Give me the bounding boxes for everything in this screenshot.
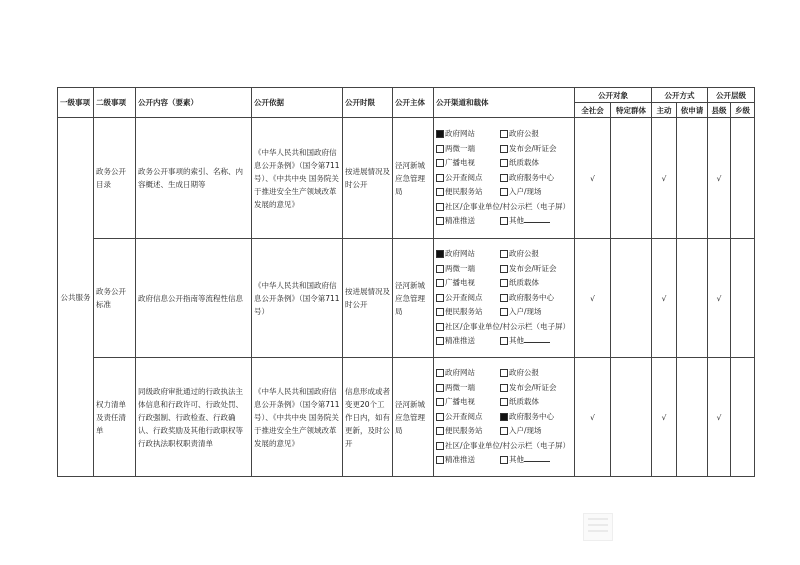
channel-option[interactable] bbox=[500, 216, 550, 225]
subject-cell: 泾河新城应急管理局 bbox=[393, 239, 434, 358]
mode-active-mark: √ bbox=[652, 118, 677, 239]
channel-option[interactable] bbox=[436, 156, 500, 171]
checkbox-icon[interactable] bbox=[436, 203, 444, 211]
checkbox-icon[interactable] bbox=[500, 398, 508, 406]
other-blank-line[interactable] bbox=[524, 335, 550, 343]
header-content: 公开内容（要素） bbox=[136, 88, 252, 118]
channel-option[interactable] bbox=[500, 127, 564, 142]
checkbox-icon[interactable] bbox=[500, 130, 508, 138]
channel-label: 政府网站 bbox=[445, 249, 475, 259]
header-time: 公开时限 bbox=[343, 88, 393, 118]
channel-option[interactable] bbox=[436, 322, 570, 331]
channel-option[interactable] bbox=[436, 142, 500, 157]
checkbox-icon[interactable] bbox=[436, 456, 444, 464]
content-cell: 政府信息公开指南等流程性信息 bbox=[136, 239, 252, 358]
channel-option[interactable] bbox=[500, 305, 564, 320]
channel-label: 发布会/听证会 bbox=[509, 143, 557, 153]
checkbox-icon[interactable] bbox=[500, 384, 508, 392]
checkbox-icon[interactable] bbox=[500, 159, 508, 167]
checkbox-icon[interactable] bbox=[500, 369, 508, 377]
channel-label: 精准推送 bbox=[445, 216, 475, 226]
channel-label: 政府服务中心 bbox=[509, 172, 554, 182]
header-channel: 公开渠道和载体 bbox=[434, 88, 575, 118]
checkbox-icon[interactable] bbox=[436, 369, 444, 377]
content-cell: 同级政府审批通过的行政执法主体信息和行政许可、行政处罚、行政强制、行政检查、行政确认、行政奖励及其他行政职权等行政执法职权职责清单 bbox=[136, 358, 252, 477]
channel-label: 社区/企事业单位/村公示栏（电子屏） bbox=[445, 201, 571, 211]
checkbox-icon[interactable] bbox=[500, 337, 508, 345]
time-cell: 按进展情况及时公开 bbox=[343, 118, 393, 239]
checkbox-icon[interactable] bbox=[436, 159, 444, 167]
target-specific-mark bbox=[611, 239, 652, 358]
subject-cell: 泾河新城应急管理局 bbox=[393, 118, 434, 239]
channel-option[interactable] bbox=[500, 424, 564, 439]
checkbox-icon[interactable] bbox=[436, 279, 444, 287]
channel-option[interactable] bbox=[436, 202, 570, 211]
channel-label: 发布会/听证会 bbox=[509, 382, 557, 392]
channel-option[interactable] bbox=[436, 366, 500, 381]
header-level2: 二级事项 bbox=[94, 88, 136, 118]
channel-label: 纸质载体 bbox=[509, 397, 539, 407]
content-cell: 政务公开事项的索引、名称、内容概述、生成日期等 bbox=[136, 118, 252, 239]
channel-label: 其他 bbox=[509, 455, 524, 465]
header-target: 公开对象 bbox=[575, 88, 652, 103]
level-township-mark bbox=[731, 239, 755, 358]
channel-label: 精准推送 bbox=[445, 455, 475, 465]
checkbox-icon[interactable] bbox=[436, 337, 444, 345]
channel-label: 公开查阅点 bbox=[445, 292, 483, 302]
checkbox-icon[interactable] bbox=[436, 188, 444, 196]
table-row bbox=[58, 118, 755, 239]
header-level: 公开层级 bbox=[708, 88, 755, 103]
checkbox-icon[interactable] bbox=[436, 145, 444, 153]
target-all-mark: √ bbox=[575, 239, 611, 358]
basis-cell: 《中华人民共和国政府信息公开条例》（国令第711号） bbox=[252, 239, 343, 358]
target-specific-mark bbox=[611, 358, 652, 477]
channel-label: 政府公报 bbox=[509, 368, 539, 378]
header-basis: 公开依据 bbox=[252, 88, 343, 118]
basis-cell: 《中华人民共和国政府信息公开条例》（国令第711号）、《中共中央 国务院关于推进安全生产领域改革发展的意见》 bbox=[252, 358, 343, 477]
mode-apply-mark bbox=[677, 118, 708, 239]
table-row bbox=[58, 358, 755, 477]
channel-label: 两微一端 bbox=[445, 263, 475, 273]
time-cell: 按进展情况及时公开 bbox=[343, 239, 393, 358]
checkbox-icon[interactable] bbox=[436, 217, 444, 225]
channel-option[interactable] bbox=[436, 276, 500, 291]
header-level-township: 乡级 bbox=[731, 103, 755, 118]
channel-label: 公开查阅点 bbox=[445, 411, 483, 421]
checkbox-icon[interactable] bbox=[500, 217, 508, 225]
channel-option[interactable] bbox=[500, 262, 564, 277]
header-level1: 一级事项 bbox=[58, 88, 94, 118]
category-cell: 公共服务 bbox=[58, 118, 94, 477]
header-target-all: 全社会 bbox=[575, 103, 611, 118]
checkbox-icon[interactable] bbox=[436, 384, 444, 392]
channel-label: 入户/现场 bbox=[509, 307, 542, 317]
channel-label: 入户/现场 bbox=[509, 187, 542, 197]
channel-option[interactable] bbox=[436, 127, 500, 142]
header-mode-apply: 依申请 bbox=[677, 103, 708, 118]
table-row bbox=[58, 239, 755, 358]
channel-label: 广播电视 bbox=[445, 158, 475, 168]
mode-active-mark: √ bbox=[652, 239, 677, 358]
channel-option[interactable] bbox=[436, 334, 500, 349]
channel-option[interactable] bbox=[500, 276, 564, 291]
target-all-mark: √ bbox=[575, 118, 611, 239]
checkbox-icon[interactable] bbox=[436, 323, 444, 331]
channel-label: 社区/企事业单位/村公示栏（电子屏） bbox=[445, 321, 571, 331]
subject-cell: 泾河新城应急管理局 bbox=[393, 358, 434, 477]
channel-label: 政府服务中心 bbox=[509, 411, 554, 421]
channel-label: 政府服务中心 bbox=[509, 292, 554, 302]
checked-box-icon[interactable] bbox=[436, 250, 444, 258]
item-cell: 政务公开标准 bbox=[94, 239, 136, 358]
checkbox-icon[interactable] bbox=[500, 456, 508, 464]
checkbox-icon[interactable] bbox=[500, 265, 508, 273]
channel-option[interactable] bbox=[436, 214, 500, 229]
channel-option[interactable] bbox=[500, 291, 564, 306]
other-blank-line[interactable] bbox=[524, 454, 550, 462]
time-cell: 信息形成或者变更20个工作日内，如有更新，及时公开 bbox=[343, 358, 393, 477]
channel-label: 政府公报 bbox=[509, 129, 539, 139]
target-specific-mark bbox=[611, 118, 652, 239]
checkbox-icon[interactable] bbox=[500, 145, 508, 153]
item-cell: 政务公开目录 bbox=[94, 118, 136, 239]
checkbox-icon[interactable] bbox=[500, 308, 508, 316]
channel-label: 便民服务站 bbox=[445, 426, 483, 436]
mode-apply-mark bbox=[677, 239, 708, 358]
channel-label: 广播电视 bbox=[445, 397, 475, 407]
channel-cell bbox=[434, 239, 575, 358]
checkbox-icon[interactable] bbox=[436, 442, 444, 450]
header-target-specific: 特定群体 bbox=[611, 103, 652, 118]
level-township-mark bbox=[731, 358, 755, 477]
checkbox-icon[interactable] bbox=[436, 413, 444, 421]
channel-option[interactable] bbox=[500, 455, 550, 464]
channel-option[interactable] bbox=[500, 395, 564, 410]
channel-option[interactable] bbox=[500, 381, 564, 396]
channel-option[interactable] bbox=[436, 381, 500, 396]
channel-option[interactable] bbox=[500, 247, 564, 262]
channel-label: 其他 bbox=[509, 336, 524, 346]
checkbox-icon[interactable] bbox=[436, 308, 444, 316]
channel-option[interactable] bbox=[436, 305, 500, 320]
channel-cell bbox=[434, 358, 575, 477]
checked-box-icon[interactable] bbox=[436, 130, 444, 138]
channel-option[interactable] bbox=[500, 185, 564, 200]
channel-option[interactable] bbox=[436, 171, 500, 186]
checkbox-icon[interactable] bbox=[500, 427, 508, 435]
other-blank-line[interactable] bbox=[524, 215, 550, 223]
checkbox-icon[interactable] bbox=[500, 279, 508, 287]
checkbox-icon[interactable] bbox=[500, 188, 508, 196]
channel-label: 纸质载体 bbox=[509, 158, 539, 168]
checkbox-icon[interactable] bbox=[436, 174, 444, 182]
channel-option[interactable] bbox=[500, 336, 550, 345]
channel-label: 入户/现场 bbox=[509, 426, 542, 436]
header-mode-active: 主动 bbox=[652, 103, 677, 118]
mode-apply-mark bbox=[677, 358, 708, 477]
channel-label: 政府网站 bbox=[445, 368, 475, 378]
checkbox-icon[interactable] bbox=[500, 294, 508, 302]
header-mode: 公开方式 bbox=[652, 88, 708, 103]
channel-cell bbox=[434, 118, 575, 239]
level-county-mark: √ bbox=[708, 358, 731, 477]
channel-option[interactable] bbox=[436, 441, 570, 450]
target-all-mark: √ bbox=[575, 358, 611, 477]
channel-option[interactable] bbox=[436, 395, 500, 410]
item-cell: 权力清单及责任清单 bbox=[94, 358, 136, 477]
channel-option[interactable] bbox=[436, 453, 500, 468]
header-level-county: 县级 bbox=[708, 103, 731, 118]
header-subject: 公开主体 bbox=[393, 88, 434, 118]
mode-active-mark: √ bbox=[652, 358, 677, 477]
channel-label: 两微一端 bbox=[445, 143, 475, 153]
channel-option[interactable] bbox=[500, 410, 564, 425]
checkbox-icon[interactable] bbox=[436, 265, 444, 273]
channel-option[interactable] bbox=[500, 171, 564, 186]
basis-cell: 《中华人民共和国政府信息公开条例》（国令第711号）、《中共中央 国务院关于推进安全生产领域改革发展的意见》 bbox=[252, 118, 343, 239]
channel-label: 纸质载体 bbox=[509, 278, 539, 288]
channel-option[interactable] bbox=[436, 247, 500, 262]
channel-label: 其他 bbox=[509, 216, 524, 226]
channel-label: 社区/企事业单位/村公示栏（电子屏） bbox=[445, 440, 571, 450]
channel-option[interactable] bbox=[436, 410, 500, 425]
channel-option[interactable] bbox=[436, 424, 500, 439]
channel-label: 两微一端 bbox=[445, 382, 475, 392]
level-township-mark bbox=[731, 118, 755, 239]
channel-label: 政府公报 bbox=[509, 249, 539, 259]
channel-option[interactable] bbox=[436, 262, 500, 277]
checkbox-icon[interactable] bbox=[500, 174, 508, 182]
checkbox-icon[interactable] bbox=[436, 427, 444, 435]
faint-stamp-mark bbox=[583, 513, 613, 541]
channel-label: 公开查阅点 bbox=[445, 172, 483, 182]
channel-label: 精准推送 bbox=[445, 336, 475, 346]
channel-option[interactable] bbox=[436, 185, 500, 200]
channel-label: 政府网站 bbox=[445, 129, 475, 139]
checked-box-icon[interactable] bbox=[500, 413, 508, 421]
channel-label: 发布会/听证会 bbox=[509, 263, 557, 273]
channel-option[interactable] bbox=[500, 366, 564, 381]
channel-label: 广播电视 bbox=[445, 278, 475, 288]
level-county-mark: √ bbox=[708, 118, 731, 239]
channel-label: 便民服务站 bbox=[445, 187, 483, 197]
checkbox-icon[interactable] bbox=[500, 250, 508, 258]
channel-option[interactable] bbox=[500, 142, 564, 157]
channel-option[interactable] bbox=[500, 156, 564, 171]
checkbox-icon[interactable] bbox=[436, 398, 444, 406]
disclosure-table bbox=[57, 87, 755, 477]
checkbox-icon[interactable] bbox=[436, 294, 444, 302]
channel-label: 便民服务站 bbox=[445, 307, 483, 317]
level-county-mark: √ bbox=[708, 239, 731, 358]
channel-option[interactable] bbox=[436, 291, 500, 306]
